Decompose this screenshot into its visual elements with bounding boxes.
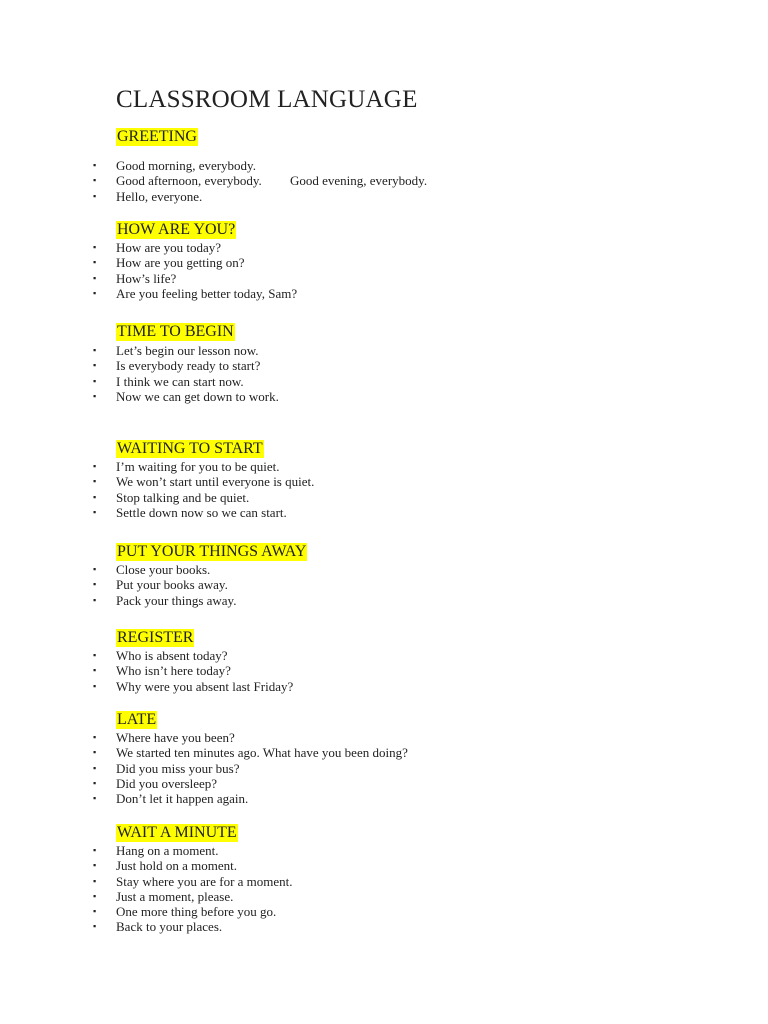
list-item bbox=[0, 459, 768, 474]
item-text: Who is absent today? bbox=[116, 648, 228, 663]
section-heading: HOW ARE YOU? bbox=[117, 221, 236, 238]
bullet-icon: ▪ bbox=[93, 257, 97, 268]
item-list bbox=[0, 158, 768, 204]
section-heading: GREETING bbox=[117, 128, 197, 145]
item-list bbox=[0, 843, 768, 935]
item-text: Just hold on a moment. bbox=[116, 858, 237, 874]
item-text: One more thing before you go. bbox=[116, 904, 277, 920]
bullet-icon: ▪ bbox=[93, 190, 97, 201]
bullet-icon: ▪ bbox=[93, 793, 97, 804]
item-text: Close your books. bbox=[116, 562, 211, 577]
bullet-icon: ▪ bbox=[93, 732, 97, 742]
item-list bbox=[0, 343, 768, 404]
page-title: CLASSROOM LANGUAGE bbox=[116, 86, 418, 113]
bullet-icon: ▪ bbox=[93, 747, 97, 758]
item-text: Stay where you are for a moment. bbox=[116, 873, 293, 889]
list-item bbox=[0, 562, 768, 577]
item-text: Good morning, everybody. bbox=[116, 158, 256, 173]
list-item bbox=[0, 919, 768, 934]
bullet-icon: ▪ bbox=[93, 845, 97, 855]
bullet-icon: ▪ bbox=[93, 360, 97, 371]
bullet-icon: ▪ bbox=[93, 777, 97, 788]
list-item bbox=[0, 255, 768, 270]
list-item bbox=[0, 490, 768, 505]
item-text: Are you feeling better today, Sam? bbox=[116, 285, 298, 301]
item-text: Put your books away. bbox=[116, 577, 228, 593]
item-text-extra: Good evening, everybody. bbox=[290, 173, 428, 189]
list-item bbox=[0, 286, 768, 301]
item-list bbox=[0, 240, 768, 301]
section-heading: TIME TO BEGIN bbox=[117, 323, 234, 340]
bullet-icon: ▪ bbox=[93, 476, 97, 487]
bullet-icon: ▪ bbox=[93, 890, 97, 901]
item-text: I think we can start now. bbox=[116, 373, 244, 389]
bullet-icon: ▪ bbox=[93, 579, 97, 590]
item-text: Did you oversleep? bbox=[116, 775, 218, 791]
list-item bbox=[0, 577, 768, 592]
bullet-icon: ▪ bbox=[93, 665, 97, 676]
list-item bbox=[0, 776, 768, 791]
list-item bbox=[0, 874, 768, 889]
list-item bbox=[0, 745, 768, 760]
item-text: We won’t start until everyone is quiet. bbox=[116, 474, 315, 490]
list-item bbox=[0, 240, 768, 255]
bullet-icon: ▪ bbox=[93, 921, 97, 932]
bullet-icon: ▪ bbox=[93, 906, 97, 917]
bullet-icon: ▪ bbox=[93, 860, 97, 871]
item-text: Pack your things away. bbox=[116, 592, 237, 608]
bullet-icon: ▪ bbox=[93, 491, 97, 502]
list-item bbox=[0, 889, 768, 904]
bullet-icon: ▪ bbox=[93, 160, 97, 170]
item-text: Why were you absent last Friday? bbox=[116, 678, 294, 694]
section-heading: LATE bbox=[117, 711, 157, 728]
item-text: Hang on a moment. bbox=[116, 843, 219, 858]
item-text: Who isn’t here today? bbox=[116, 663, 231, 679]
item-text: Good afternoon, everybody. bbox=[116, 173, 262, 189]
bullet-icon: ▪ bbox=[93, 762, 97, 773]
list-item bbox=[0, 663, 768, 678]
item-list bbox=[0, 648, 768, 694]
list-item bbox=[0, 389, 768, 404]
item-text: Did you miss your bus? bbox=[116, 760, 240, 776]
section-heading: WAITING TO START bbox=[117, 440, 263, 457]
item-text: How’s life? bbox=[116, 270, 177, 286]
bullet-icon: ▪ bbox=[93, 390, 97, 401]
bullet-icon: ▪ bbox=[93, 506, 97, 517]
bullet-icon: ▪ bbox=[93, 875, 97, 886]
list-item bbox=[0, 904, 768, 919]
bullet-icon: ▪ bbox=[93, 242, 97, 252]
list-item bbox=[0, 173, 768, 188]
list-item bbox=[0, 505, 768, 520]
item-text: We started ten minutes ago. What have you been doing? bbox=[116, 745, 408, 761]
item-text: Let’s begin our lesson now. bbox=[116, 343, 259, 358]
item-text: Settle down now so we can start. bbox=[116, 504, 287, 520]
bullet-icon: ▪ bbox=[93, 594, 97, 605]
section-heading: REGISTER bbox=[117, 629, 194, 646]
list-item bbox=[0, 761, 768, 776]
item-text: Back to your places. bbox=[116, 919, 223, 935]
list-item bbox=[0, 593, 768, 608]
item-text: I’m waiting for you to be quiet. bbox=[116, 459, 280, 474]
item-text: Hello, everyone. bbox=[116, 188, 203, 204]
list-item bbox=[0, 679, 768, 694]
item-text: How are you today? bbox=[116, 240, 222, 255]
list-item bbox=[0, 843, 768, 858]
list-item bbox=[0, 374, 768, 389]
bullet-icon: ▪ bbox=[93, 375, 97, 386]
item-list bbox=[0, 459, 768, 520]
list-item bbox=[0, 858, 768, 873]
item-text: Don’t let it happen again. bbox=[116, 791, 249, 807]
item-text: Just a moment, please. bbox=[116, 888, 234, 904]
bullet-icon: ▪ bbox=[93, 345, 97, 355]
list-item bbox=[0, 474, 768, 489]
bullet-icon: ▪ bbox=[93, 175, 97, 186]
bullet-icon: ▪ bbox=[93, 287, 97, 298]
section-heading: PUT YOUR THINGS AWAY bbox=[117, 543, 307, 560]
list-item bbox=[0, 343, 768, 358]
item-text: Now we can get down to work. bbox=[116, 388, 279, 404]
item-text: Is everybody ready to start? bbox=[116, 358, 261, 374]
item-text: Stop talking and be quiet. bbox=[116, 489, 250, 505]
bullet-icon: ▪ bbox=[93, 680, 97, 691]
item-text: Where have you been? bbox=[116, 730, 235, 745]
list-item bbox=[0, 189, 768, 204]
list-item bbox=[0, 158, 768, 173]
list-item bbox=[0, 358, 768, 373]
section-heading: WAIT A MINUTE bbox=[117, 824, 237, 841]
list-item bbox=[0, 791, 768, 806]
list-item bbox=[0, 271, 768, 286]
list-item bbox=[0, 730, 768, 745]
bullet-icon: ▪ bbox=[93, 564, 97, 574]
item-list bbox=[0, 562, 768, 608]
item-list bbox=[0, 730, 768, 806]
bullet-icon: ▪ bbox=[93, 461, 97, 471]
bullet-icon: ▪ bbox=[93, 650, 97, 660]
bullet-icon: ▪ bbox=[93, 272, 97, 283]
list-item bbox=[0, 648, 768, 663]
item-text: How are you getting on? bbox=[116, 255, 245, 271]
